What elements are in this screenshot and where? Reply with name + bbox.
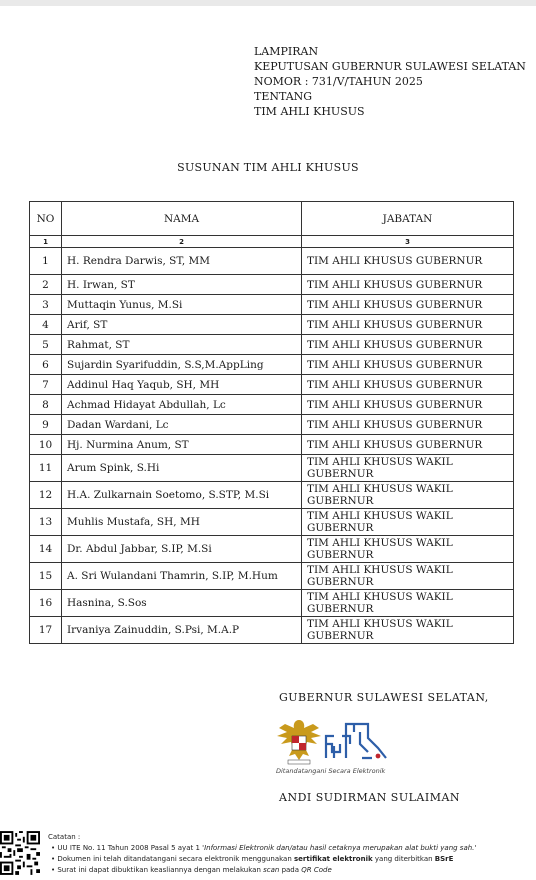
row-no: 8 (30, 395, 62, 415)
row-no: 6 (30, 355, 62, 375)
garuda-emblem-icon (275, 716, 323, 766)
row-jabatan: TIM AHLI KHUSUS GUBERNUR (302, 375, 514, 395)
row-no: 15 (30, 563, 62, 590)
row-no: 16 (30, 590, 62, 617)
table-row (30, 275, 514, 295)
header-line-tentang: TENTANG (254, 90, 313, 103)
row-nama: Rahmat, ST (62, 335, 302, 355)
index-cell: 3 (302, 236, 514, 248)
table-row (30, 335, 514, 355)
table-row (30, 415, 514, 435)
row-jabatan: TIM AHLI KHUSUS GUBERNUR (302, 335, 514, 355)
table-row (30, 590, 514, 617)
signer-name: ANDI SUDIRMAN SULAIMAN (279, 791, 461, 804)
table-index-row (30, 236, 514, 248)
row-nama: Addinul Haq Yaqub, SH, MH (62, 375, 302, 395)
bsre-logo-icon (320, 714, 392, 764)
row-nama: Muhlis Mustafa, SH, MH (62, 509, 302, 536)
row-nama: Irvaniya Zainuddin, S.Psi, M.A.P (62, 617, 302, 644)
row-jabatan: TIM AHLI KHUSUS WAKIL GUBERNUR (302, 455, 514, 482)
table-row (30, 395, 514, 415)
note-bsre: • Dokumen ini telah ditandatangani secara elektronik menggunakan sertifikat elektronik yang diterbitkan BSrE (51, 855, 454, 863)
row-jabatan: TIM AHLI KHUSUS GUBERNUR (302, 248, 514, 275)
table-title: SUSUNAN TIM AHLI KHUSUS (177, 161, 359, 174)
table-row (30, 617, 514, 644)
header-line-subject: TIM AHLI KHUSUS (254, 105, 365, 118)
row-nama: Dr. Abdul Jabbar, S.IP, M.Si (62, 536, 302, 563)
table-row (30, 509, 514, 536)
note-qr: • Surat ini dapat dibuktikan keasliannya dengan melakukan scan pada QR Code (51, 866, 332, 874)
signature-title: GUBERNUR SULAWESI SELATAN, (279, 691, 489, 704)
header-nama: NAMA (62, 202, 302, 236)
notes-title: Catatan : (48, 833, 81, 841)
row-no: 12 (30, 482, 62, 509)
row-jabatan: TIM AHLI KHUSUS GUBERNUR (302, 355, 514, 375)
row-jabatan: TIM AHLI KHUSUS GUBERNUR (302, 295, 514, 315)
row-nama: A. Sri Wulandani Thamrin, S.IP, M.Hum (62, 563, 302, 590)
esign-caption: Ditandatangani Secara Elektronik (276, 767, 386, 775)
footer-notes (48, 832, 476, 876)
qr-code-icon[interactable] (0, 831, 40, 875)
row-no: 7 (30, 375, 62, 395)
table-row (30, 315, 514, 335)
row-no: 1 (30, 248, 62, 275)
table-row (30, 435, 514, 455)
row-no: 10 (30, 435, 62, 455)
row-jabatan: TIM AHLI KHUSUS WAKIL GUBERNUR (302, 563, 514, 590)
row-no: 11 (30, 455, 62, 482)
table-header-row (30, 202, 514, 236)
row-nama: Muttaqin Yunus, M.Si (62, 295, 302, 315)
row-no: 13 (30, 509, 62, 536)
row-nama: H. Irwan, ST (62, 275, 302, 295)
table-row (30, 482, 514, 509)
row-no: 2 (30, 275, 62, 295)
row-jabatan: TIM AHLI KHUSUS GUBERNUR (302, 315, 514, 335)
row-no: 9 (30, 415, 62, 435)
table-row (30, 455, 514, 482)
table-row (30, 355, 514, 375)
table-row (30, 563, 514, 590)
top-band (0, 0, 536, 6)
header-line-keputusan: KEPUTUSAN GUBERNUR SULAWESI SELATAN (254, 60, 526, 73)
index-cell: 2 (62, 236, 302, 248)
row-jabatan: TIM AHLI KHUSUS WAKIL GUBERNUR (302, 590, 514, 617)
table-row (30, 375, 514, 395)
header-no: NO (30, 202, 62, 236)
row-nama: Hj. Nurmina Anum, ST (62, 435, 302, 455)
index-cell: 1 (30, 236, 62, 248)
table-row (30, 536, 514, 563)
row-jabatan: TIM AHLI KHUSUS GUBERNUR (302, 435, 514, 455)
row-jabatan: TIM AHLI KHUSUS GUBERNUR (302, 415, 514, 435)
table-row (30, 248, 514, 275)
header-jabatan: JABATAN (302, 202, 514, 236)
row-jabatan: TIM AHLI KHUSUS WAKIL GUBERNUR (302, 617, 514, 644)
document-header (254, 44, 526, 119)
header-line-nomor: NOMOR : 731/V/TAHUN 2025 (254, 75, 423, 88)
row-jabatan: TIM AHLI KHUSUS GUBERNUR (302, 275, 514, 295)
row-nama: Achmad Hidayat Abdullah, Lc (62, 395, 302, 415)
note-uu-ite: • UU ITE No. 11 Tahun 2008 Pasal 5 ayat 1 'Informasi Elektronik dan/atau hasil cetaknya merupakan alat bukti yang sah.' (51, 844, 477, 852)
row-nama: Arif, ST (62, 315, 302, 335)
row-no: 14 (30, 536, 62, 563)
row-nama: Hasnina, S.Sos (62, 590, 302, 617)
team-table (29, 201, 514, 644)
header-line-lampiran: LAMPIRAN (254, 45, 319, 58)
row-jabatan: TIM AHLI KHUSUS GUBERNUR (302, 395, 514, 415)
row-no: 4 (30, 315, 62, 335)
row-nama: Dadan Wardani, Lc (62, 415, 302, 435)
row-nama: H.A. Zulkarnain Soetomo, S.STP, M.Si (62, 482, 302, 509)
table-row (30, 295, 514, 315)
row-jabatan: TIM AHLI KHUSUS WAKIL GUBERNUR (302, 536, 514, 563)
row-no: 17 (30, 617, 62, 644)
row-no: 3 (30, 295, 62, 315)
row-jabatan: TIM AHLI KHUSUS WAKIL GUBERNUR (302, 482, 514, 509)
row-no: 5 (30, 335, 62, 355)
row-nama: Arum Spink, S.Hi (62, 455, 302, 482)
row-nama: Sujardin Syarifuddin, S.S,M.AppLing (62, 355, 302, 375)
row-jabatan: TIM AHLI KHUSUS WAKIL GUBERNUR (302, 509, 514, 536)
row-nama: H. Rendra Darwis, ST, MM (62, 248, 302, 275)
